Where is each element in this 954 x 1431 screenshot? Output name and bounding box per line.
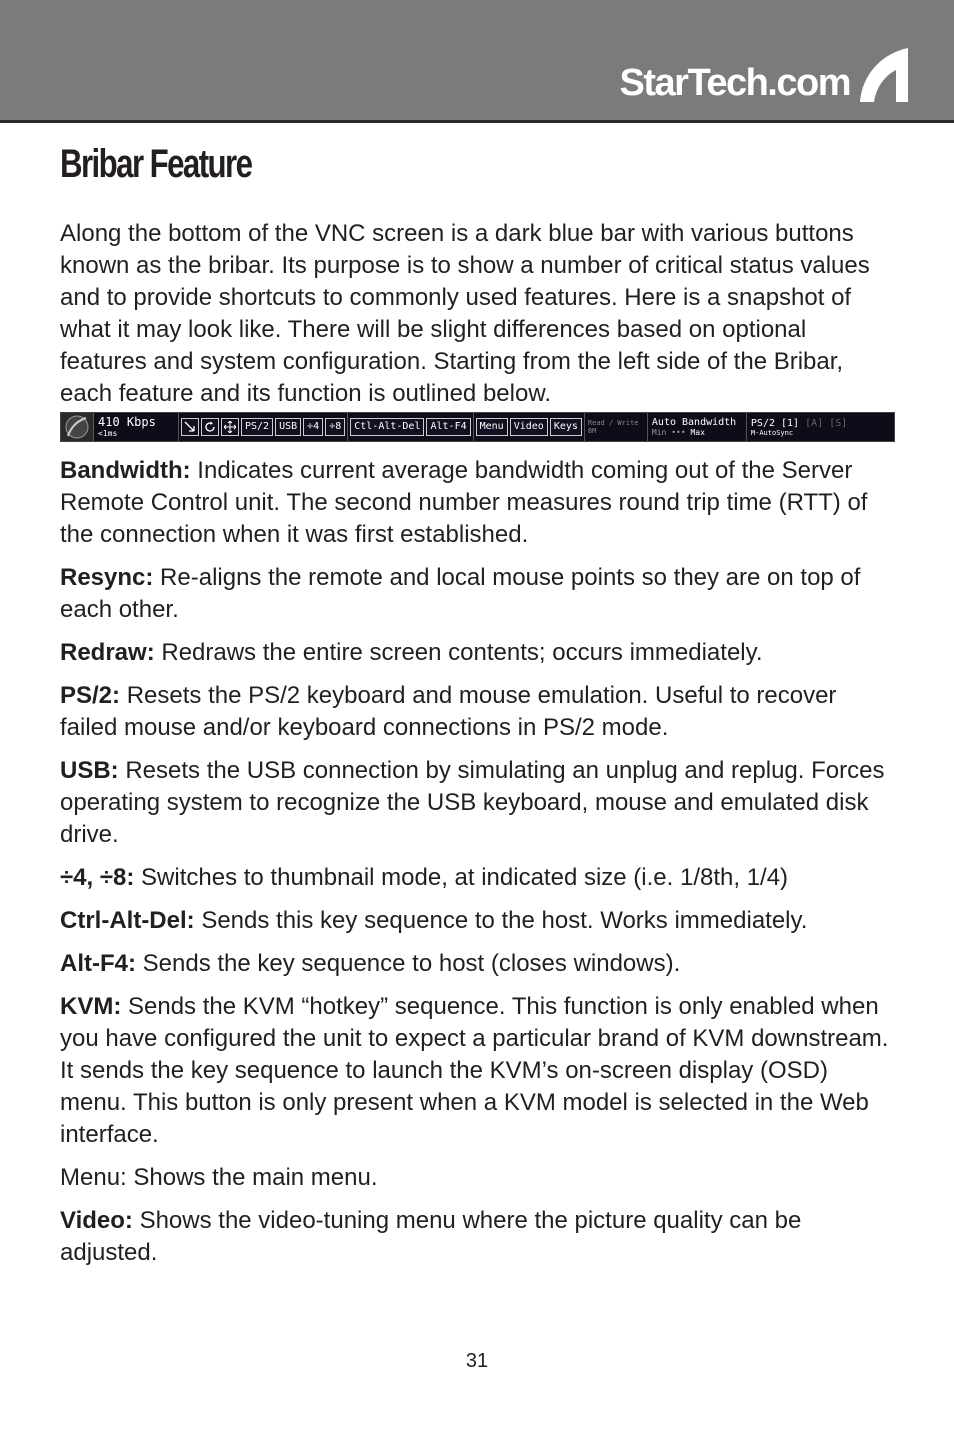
redraw-icon xyxy=(201,418,219,436)
bribar-rw-labels: Read / Write xyxy=(587,419,639,427)
bribar-ctl-alt-del-button: Ctl-Alt-Del xyxy=(350,418,424,436)
bribar-menu-button: Menu xyxy=(476,418,508,436)
bribar-alt-f4-button: Alt-F4 xyxy=(426,418,470,436)
bribar-menu-group xyxy=(474,413,585,441)
connection-globe-icon xyxy=(61,413,94,441)
bribar-div8-button: ÷8 xyxy=(325,418,345,436)
resync-icon xyxy=(181,418,199,436)
bribar-button-group xyxy=(179,413,348,441)
bribar-read-write xyxy=(585,413,648,441)
bribar-auto-bandwidth xyxy=(648,413,747,441)
bribar-bandwidth xyxy=(94,413,179,441)
bribar-ps2-status xyxy=(747,413,894,441)
brand-name: StarTech.com xyxy=(619,62,850,104)
item-ps2: PS/2: Resets the PS/2 keyboard and mouse emulation. Useful to recover failed mouse and/or keyboard connections in PS/2 mode. xyxy=(60,682,837,741)
page-header xyxy=(0,0,954,123)
item-resync: Resync: Re-aligns the remote and local mouse points so they are on top of each other. xyxy=(60,564,861,623)
bribar-rw-value: 8M xyxy=(587,427,597,435)
bribar-key-group xyxy=(348,413,473,441)
item-alt-f4: Alt-F4: Sends the key sequence to host (closes windows). xyxy=(60,950,681,977)
bribar-image xyxy=(60,412,895,442)
item-video: Video: Shows the video-tuning menu where the picture quality can be adjusted. xyxy=(60,1207,802,1266)
bribar-keys-button: Keys xyxy=(550,418,582,436)
item-redraw: Redraw: Redraws the entire screen contents; occurs immediately. xyxy=(60,639,763,666)
item-ctrl-alt-del: Ctrl-Alt-Del: Sends this key sequence to the host. Works immediately. xyxy=(60,907,808,934)
bribar-video-button: Video xyxy=(510,418,548,436)
bribar-div4-button: ÷4 xyxy=(303,418,323,436)
item-bandwidth: Bandwidth: Indicates current average bandwidth coming out of the Server Remote Control unit. The second number measures round trip time (RTT) of the connection when it was first established. xyxy=(60,457,868,548)
bribar-bandwidth-value: 410 Kbps xyxy=(98,415,156,429)
startech-logo xyxy=(620,44,910,104)
bribar-ps2-status-label: PS/2 [1] [A] [S] xyxy=(750,417,848,429)
page-number: 31 xyxy=(465,1350,489,1372)
move-icon xyxy=(221,418,239,436)
bribar-rtt-value: <1ms xyxy=(98,429,118,438)
bribar-autosync-label: M-AutoSync xyxy=(750,428,794,437)
brand-swoosh-icon xyxy=(852,46,910,104)
item-kvm: KVM: Sends the KVM “hotkey” sequence. This function is only enabled when you have configured the unit to expect a particular brand of KVM downstream. It sends the key sequence to launch the KVM’s on-screen display (OSD) menu. This button is only present when a KVM model is selected in the Web interface. xyxy=(60,993,889,1148)
item-thumbnail: ÷4, ÷8: Switches to thumbnail mode, at indicated size (i.e. 1/8th, 1/4) xyxy=(60,864,789,891)
bribar-ps2-button: PS/2 xyxy=(241,418,273,436)
intro-paragraph: Along the bottom of the VNC screen is a dark blue bar with various buttons known as the bribar. Its purpose is to show a number of critical status values and to provide shortcuts to commonly used features. Here is a snapshot of what it may look like. There will be slight differences based on optional features and system configuration. Starting from the left side of the Bribar, each feature and its function is outlined below. xyxy=(60,220,870,407)
item-menu: Menu: Shows the main menu. xyxy=(60,1164,378,1191)
bribar-usb-button: USB xyxy=(275,418,301,436)
main-content xyxy=(60,218,895,1280)
bribar-auto-bandwidth-label: Auto Bandwidth xyxy=(651,417,737,428)
bribar-min-max: Min ••• Max xyxy=(651,428,705,437)
page-title: Bribar Feature xyxy=(60,142,252,186)
item-usb: USB: Resets the USB connection by simulating an unplug and replug. Forces operating system to recognize the USB keyboard, mouse and emulated disk drive. xyxy=(60,757,885,848)
